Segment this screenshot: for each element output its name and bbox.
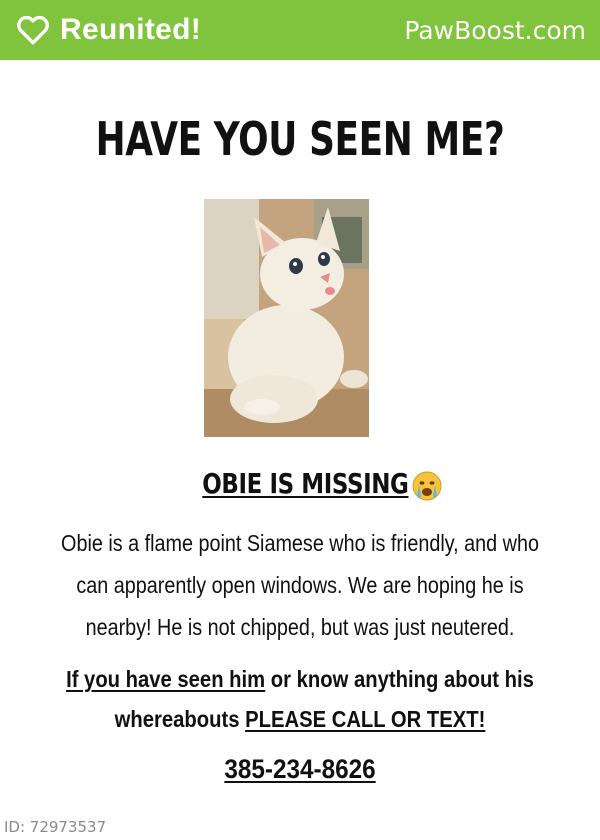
callout-please-call: PLEASE CALL OR TEXT! [245,706,486,732]
reunited-banner [0,0,600,60]
reunited-status: Reunited! [60,13,202,46]
callout-line-2-start: whereabouts [114,706,246,732]
missing-subhead [0,467,600,502]
callout-line-1 [36,666,564,693]
description-line-3: nearby! He is not chipped, but was just neutered. [85,614,515,640]
callout-line-2 [36,706,564,733]
description-line-1: Obie is a flame point Siamese who is friendly, and who [61,530,539,556]
callout-line-1-rest: or know anything about his [265,666,534,692]
banner-status-group [16,13,201,47]
listing-id: ID: 72973537 [4,818,107,836]
missing-subhead-text: OBIE IS MISSING [202,467,409,500]
pawboost-logo-text[interactable]: PawBoost.com [404,15,586,45]
crying-face-emoji-icon [411,470,443,502]
description-line-2: can apparently open windows. We are hoping he is [76,572,524,598]
contact-phone-number[interactable]: 385-234-8626 [224,754,376,784]
callout-seen-him: If you have seen him [66,666,266,692]
contact-phone[interactable] [30,754,570,785]
cat-photo [204,199,369,437]
heart-icon [16,13,50,47]
cat-photo-illustration [204,199,369,437]
poster-headline: HAVE YOU SEEN ME? [95,112,505,166]
